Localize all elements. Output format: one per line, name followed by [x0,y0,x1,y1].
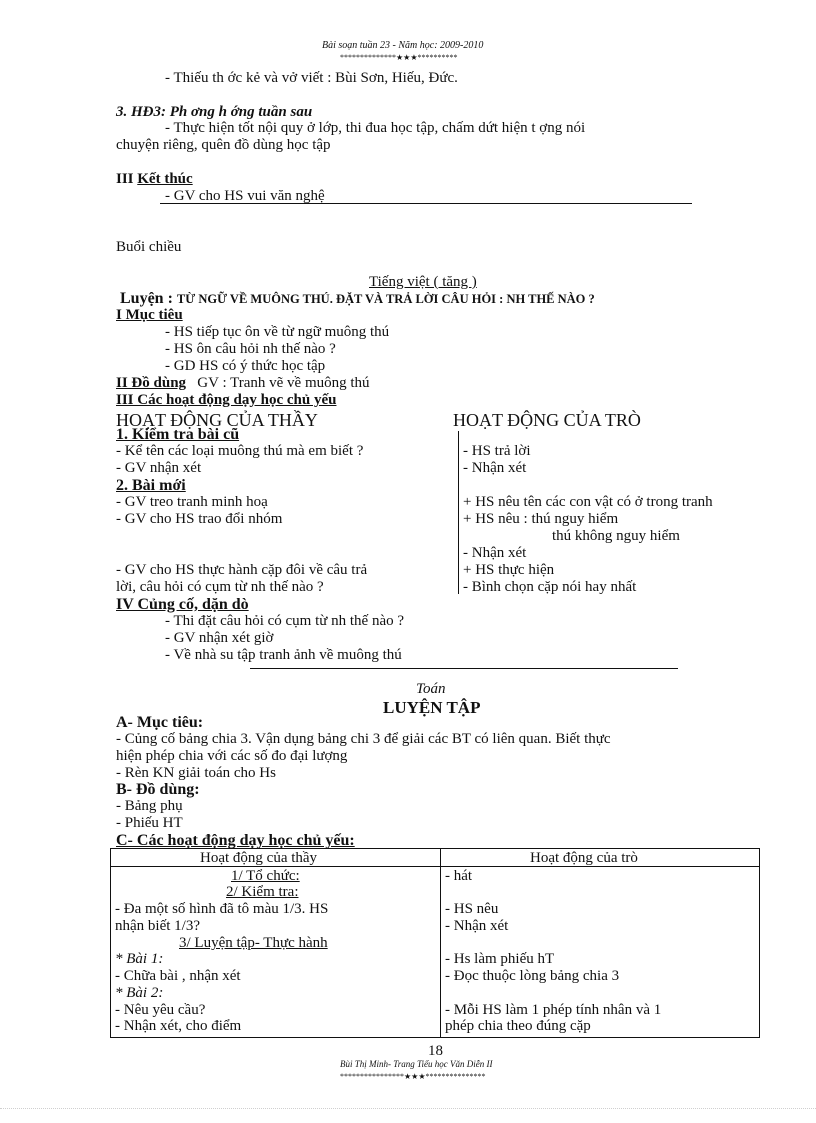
lesson-prefix: Luyện : [120,290,173,307]
table-column-divider [440,848,441,1037]
row-ex2: * Bài 2: [115,985,164,1001]
row-ex1-teacher: - Chữa bài , nhận xét [115,968,241,984]
col-teacher-header: HOẠT ĐỘNG CỦA THẦY [116,410,318,430]
table-col-student: Hoạt động của trò [530,850,638,866]
tools-heading: II Đồ dùng [116,375,187,391]
student-line-5: thú không nguy hiểm [552,528,680,544]
conclusion-rule [160,203,692,204]
row-check-student-1: - HS nêu [445,901,499,917]
row-ex1-student-1: - Hs làm phiếu hT [445,951,555,967]
hd3-title: 3. HĐ3: Ph ơng h ớng tuần sau [116,104,313,120]
teacher-line-2: - GV nhận xét [116,460,202,476]
consolidate-1: - Thi đặt câu hỏi có cụm từ nh thế nào ? [165,613,405,629]
math-goals-heading: A- Mục tiêu: [116,714,204,731]
student-line-3: + HS nêu tên các con vật có ở trong tranh [463,494,713,510]
footer-author: Bùi Thị Minh- Trang Tiểu học Văn Diễn II [340,1059,493,1069]
math-tools-heading: B- Đồ dùng: [116,781,200,798]
math-subject: Toán [416,681,446,697]
row-ex1-student-2: - Đọc thuộc lòng bảng chia 3 [445,968,620,984]
math-goal-1: - Củng cố bảng chia 3. Vận dụng bảng chi 3 để giải các BT có liên quan. Biết thực [116,731,611,747]
row-ex2-student-2: phép chia theo đúng cặp [445,1018,591,1034]
student-line-8: - Bình chọn cặp nói hay nhất [463,579,637,595]
lesson-title: TỪ NGỮ VỀ MUÔNG THÚ. ĐẶT VÀ TRẢ LỜI CÂU HỎI : NH THẾ NÀO ? [176,292,595,306]
row-check-student-2: - Nhận xét [445,918,509,934]
row-org: 1/ Tổ chức: [231,868,300,884]
row-ex2-student-1: - Mỗi HS làm 1 phép tính nhân và 1 [445,1002,662,1018]
header-title: Bài soạn tuần 23 - Năm học: 2009-2010 [322,40,484,51]
afternoon-lesson [120,291,595,307]
math-title: LUYỆN TẬP [383,698,481,717]
conclusion-heading [116,172,193,187]
section-new-lesson: 2. Bài mới [116,477,186,494]
student-line-6: - Nhận xét [463,545,527,561]
consolidate-3: - Về nhà su tập tranh ảnh về muông thú [165,647,402,663]
row-ex2-teacher-1: - Nêu yêu cầu? [115,1002,206,1018]
student-line-1: - HS trả lời [463,443,531,459]
afternoon-label: Buổi chiều [116,239,182,255]
math-goal-2: hiện phép chia với các số đo đại lượng [116,748,348,764]
column-divider [458,431,459,594]
math-tool-2: - Phiếu HT [116,815,183,831]
afternoon-subject: Tiếng việt ( tăng ) [369,274,477,290]
page-bottom-border [0,1108,816,1109]
section-review [116,427,239,443]
goals-heading: I Mục tiêu [116,307,183,323]
consolidate-heading: IV Củng cố, dặn dò [116,596,249,613]
teacher-line-1: - Kể tên các loại muông thú mà em biết ? [116,443,364,459]
math-goal-3: - Rèn KN giải toán cho Hs [116,765,276,781]
teacher-line-5: - GV cho HS thực hành cặp đôi về câu trả [116,562,368,578]
row-check-teacher-1: - Đa một số hình đã tô màu 1/3. HS [115,901,329,917]
row-ex2-teacher-2: - Nhận xét, cho điểm [115,1018,242,1034]
row-ex1: * Bài 1: [115,951,164,967]
table-header-rule [110,866,759,867]
page-number: 18 [428,1043,443,1059]
consolidate-2: - GV nhận xét giờ [165,630,274,646]
row-practice: 3/ Luyện tập- Thực hành [179,935,328,951]
teacher-line-4: - GV cho HS trao đổi nhóm [116,511,283,527]
header-ornament: **************★★★********** [340,53,458,62]
row-check-teacher-2: nhận biết 1/3? [115,918,200,934]
col-student-header: HOẠT ĐỘNG CỦA TRÒ [453,410,641,430]
activities-heading: III Các hoạt động dạy học chủ yếu [116,392,337,408]
section-review-label: 1. Kiểm tra bài cũ [116,426,240,443]
missing-supplies-line: - Thiếu th ớc kẻ và vở viết : Bùi Sơn, Hiếu, Đức. [165,70,458,86]
row-org-student: - hát [445,868,473,884]
student-line-2: - Nhận xét [463,460,527,476]
tools-line [116,376,370,391]
conclusion-roman: III [116,171,134,187]
tools-text: GV : Tranh vẽ về muông thú [197,375,370,391]
teacher-line-3: - GV treo tranh minh hoạ [116,494,268,510]
table-col-teacher: Hoạt động của thầy [200,850,318,866]
hd3-line-1: - Thực hiện tốt nội quy ở lớp, thi đua học tập, chấm dứt hiện t ợng nói [165,120,586,136]
hd3-line-2: chuyện riêng, quên đồ dùng học tập [116,137,331,153]
goal-2: - HS ôn câu hỏi nh thế nào ? [165,341,336,357]
teacher-line-6: lời, câu hỏi có cụm từ nh thế nào ? [116,579,324,595]
footer-ornament: ****************★★★*************** [340,1072,486,1081]
math-activities-heading: C- Các hoạt động dạy học chủ yếu: [116,832,355,849]
goal-3: - GD HS có ý thức học tập [165,358,326,374]
conclusion-title: Kết thúc [137,171,193,187]
goal-1: - HS tiếp tục ôn về từ ngữ muông thú [165,324,390,340]
student-line-7: + HS thực hiện [463,562,555,578]
row-check: 2/ Kiểm tra: [226,884,299,900]
afternoon-end-rule [250,668,678,669]
math-tool-1: - Bảng phụ [116,798,183,814]
conclusion-item: - GV cho HS vui văn nghệ [165,188,325,204]
student-line-4: + HS nêu : thú nguy hiểm [463,511,619,527]
